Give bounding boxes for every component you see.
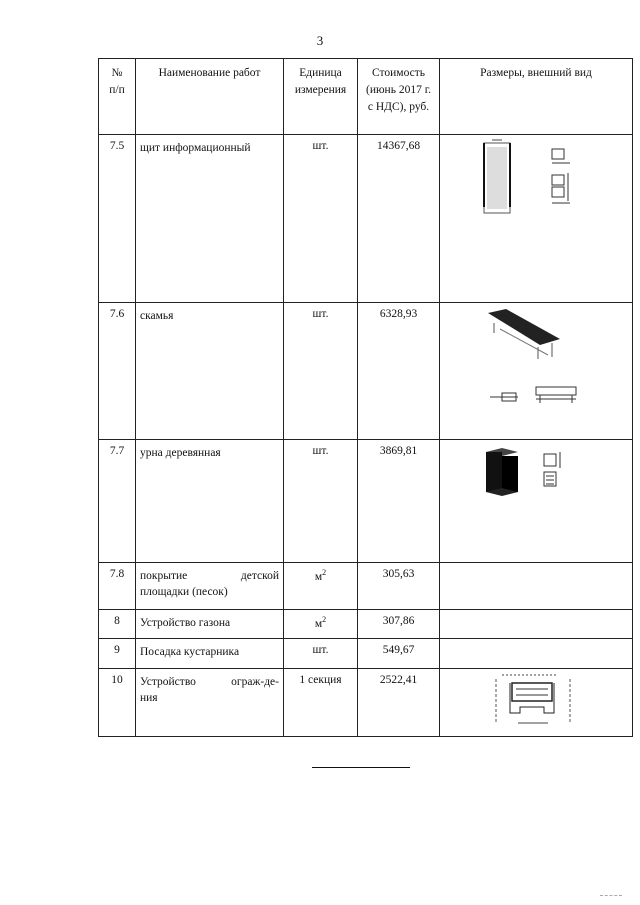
row-unit: шт. bbox=[312, 644, 329, 656]
row-number: 8 bbox=[114, 615, 120, 627]
header-view: Размеры, внешний вид bbox=[440, 59, 633, 135]
header-num: № п/п bbox=[99, 59, 136, 135]
row-name: Устройство ограж-де- ния bbox=[140, 676, 279, 704]
table-row bbox=[99, 440, 633, 563]
header-cost: Стоимость (июнь 2017 г. с НДС), руб. bbox=[358, 59, 440, 135]
header-name: Наименование работ bbox=[136, 59, 284, 135]
row-unit: шт. bbox=[312, 445, 329, 457]
information-board-drawing bbox=[440, 135, 633, 303]
row-number: 7.8 bbox=[109, 568, 125, 580]
row-unit: $м^2$ bbox=[314, 615, 327, 630]
table-row bbox=[99, 610, 633, 639]
row-cost: 14367,68 bbox=[376, 140, 421, 152]
row-number: 7.5 bbox=[109, 140, 125, 152]
row-name: Посадка кустарника bbox=[140, 646, 240, 658]
row-number: 7.7 bbox=[109, 445, 125, 457]
row-image-empty bbox=[440, 563, 633, 610]
row-image-empty bbox=[440, 610, 633, 639]
table-row bbox=[99, 303, 633, 440]
row-unit: шт. bbox=[312, 308, 329, 320]
row-number: 7.6 bbox=[109, 308, 125, 320]
works-cost-table bbox=[98, 58, 633, 737]
bench-drawing bbox=[440, 303, 633, 440]
row-name: щит информационный bbox=[140, 142, 251, 154]
row-name: урна деревянная bbox=[140, 447, 221, 459]
row-cost: 6328,93 bbox=[379, 308, 418, 320]
row-name: скамья bbox=[140, 310, 174, 322]
table-row bbox=[99, 639, 633, 669]
row-unit: $м^2$ bbox=[314, 568, 327, 583]
wooden-bin-drawing bbox=[440, 440, 633, 563]
table-row bbox=[99, 563, 633, 610]
row-unit: шт. bbox=[312, 140, 329, 152]
row-cost: 307,86 bbox=[382, 615, 415, 627]
row-name: покрытие детской площадки (песок) bbox=[140, 570, 279, 598]
row-cost: 2522,41 bbox=[379, 674, 418, 686]
table-row bbox=[99, 135, 633, 303]
table-header-row bbox=[99, 59, 633, 135]
row-number: 9 bbox=[114, 644, 120, 656]
row-number: 10 bbox=[111, 674, 123, 686]
row-cost: 305,63 bbox=[382, 568, 415, 580]
fence-section-drawing bbox=[440, 669, 633, 737]
footnote-divider bbox=[312, 767, 410, 768]
row-cost: 3869,81 bbox=[379, 445, 418, 457]
header-unit: Единица измерения bbox=[284, 59, 358, 135]
table-row bbox=[99, 669, 633, 737]
row-image-empty bbox=[440, 639, 633, 669]
row-name: Устройство газона bbox=[140, 617, 231, 629]
scan-mark bbox=[600, 895, 622, 896]
row-unit: 1 секция bbox=[299, 674, 342, 686]
row-cost: 549,67 bbox=[382, 644, 415, 656]
page-number: 3 bbox=[316, 33, 324, 48]
